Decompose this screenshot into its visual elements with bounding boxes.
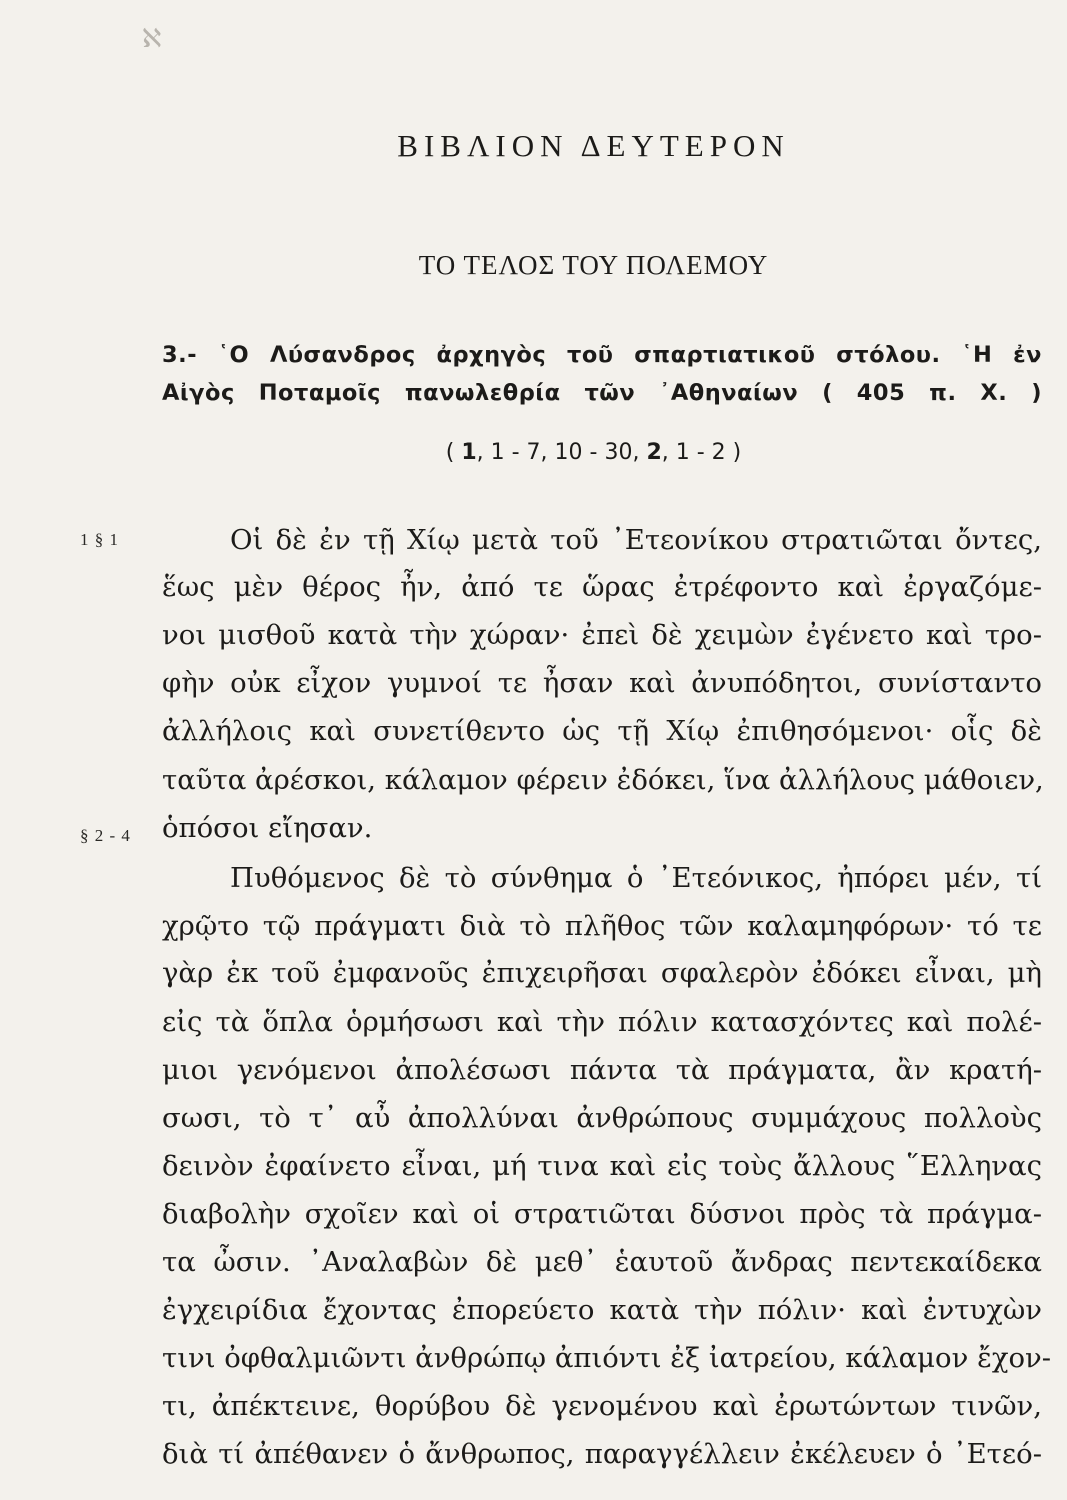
text-line: νοι μισθοῦ κατὰ τὴν χώραν· ἐπεὶ δὲ χειμὼν ἐγένετο καὶ τρο- bbox=[162, 619, 1042, 651]
text-line: διαβολὴν σχοῖεν καὶ οἱ στρατιῶται δύσνοι πρὸς τὰ πράγμα- bbox=[162, 1198, 1042, 1230]
page-corner-mark: ℵ bbox=[142, 24, 162, 54]
reference-open: ( bbox=[445, 440, 462, 465]
text-line: τα ὦσιν. ᾿Αναλαβὼν δὲ μεθ᾿ ἑαυτοῦ ἄνδρας πεντεκαίδεκα bbox=[162, 1246, 1042, 1278]
reference-range-2: , 1 - 2 ) bbox=[661, 440, 742, 465]
text-line: ἐγχειρίδια ἔχοντας ἐπορεύετο κατὰ τὴν πόλιν· καὶ ἐντυχὼν bbox=[162, 1294, 1042, 1326]
text-line: σωσι, τὸ τ᾿ αὖ ἀπολλύναι ἀνθρώπους συμμάχους πολλοὺς bbox=[162, 1102, 1042, 1134]
text-line: ἕως μὲν θέρος ἦν, ἀπό τε ὥρας ἐτρέφοντο καὶ ἐργαζόμε- bbox=[162, 571, 1042, 603]
text-line: ὁπόσοι εἴησαν. bbox=[162, 812, 373, 844]
text-line: Πυθόμενος δὲ τὸ σύνθημα ὁ ᾿Ετεόνικος, ἠπόρει μέν, τί bbox=[230, 862, 1042, 894]
text-line: ἀλλήλοις καὶ συνετίθεντο ὡς τῇ Χίῳ ἐπιθησόμενοι· οἷς δὲ bbox=[162, 715, 1042, 747]
text-line: χρῷτο τῷ πράγματι διὰ τὸ πλῆθος τῶν καλαμηφόρων· τό τε bbox=[162, 910, 1042, 942]
text-line: ταῦτα ἀρέσκοι, κάλαμον φέρειν ἐδόκει, ἵνα ἀλλήλους μάθοιεν, bbox=[162, 764, 1044, 796]
reference-range-1: , 1 - 7, 10 - 30, bbox=[476, 440, 647, 465]
text-line: διὰ τί ἀπέθανεν ὁ ἄνθρωπος, παραγγέλλειν ἐκέλευεν ὁ ᾿Ετεό- bbox=[162, 1438, 1042, 1470]
text-line: μιοι γενόμενοι ἀπολέσωσι πάντα τὰ πράγματα, ἂν κρατή- bbox=[162, 1054, 1042, 1086]
source-reference bbox=[0, 440, 1067, 465]
book-title: ΒΙΒΛΙΟΝ ΔΕΥΤΕΡΟΝ bbox=[397, 128, 790, 163]
chapter-heading-line-1: 3.- ῾Ο Λύσανδρος ἀρχηγὸς τοῦ σπαρτιατικοῦ στόλου. ῾Η ἐν bbox=[162, 342, 1042, 368]
reference-book-1: 1 bbox=[461, 440, 477, 465]
text-line: εἰς τὰ ὅπλα ὁρμήσωσι καὶ τὴν πόλιν κατασχόντες καὶ πολέ- bbox=[162, 1006, 1042, 1038]
chapter-heading-line-2: Αἰγὸς Ποταμοῖς πανωλεθρία τῶν ᾿Αθηναίων ( 405 π. Χ. ) bbox=[162, 380, 1042, 406]
text-line: τι, ἀπέκτεινε, θορύβου δὲ γενομένου καὶ ἐρωτώντων τινῶν, bbox=[162, 1390, 1042, 1422]
text-line: φὴν οὐκ εἶχον γυμνοί τε ἦσαν καὶ ἀνυπόδητοι, συνίσταντο bbox=[162, 667, 1042, 699]
reference-book-2: 2 bbox=[646, 440, 662, 465]
margin-note-section-2: § 2 - 4 bbox=[80, 826, 131, 845]
text-line: γὰρ ἐκ τοῦ ἐμφανοῦς ἐπιχειρῆσαι σφαλερὸν ἐδόκει εἶναι, μὴ bbox=[162, 957, 1042, 989]
part-title: ΤΟ ΤΕΛΟΣ ΤΟΥ ΠΟΛΕΜΟΥ bbox=[418, 250, 769, 280]
text-line: δεινὸν ἐφαίνετο εἶναι, μή τινα καὶ εἰς τοὺς ἄλλους ῞Ελληνας bbox=[162, 1150, 1042, 1182]
text-line: τινι ὀφθαλμιῶντι ἀνθρώπῳ ἀπιόντι ἐξ ἰατρείου, κάλαμον ἔχον- bbox=[162, 1342, 1052, 1374]
chapter-heading bbox=[162, 336, 1042, 412]
text-line: Οἱ δὲ ἐν τῇ Χίῳ μετὰ τοῦ ᾿Ετεονίκου στρατιῶται ὄντες, bbox=[230, 524, 1042, 556]
margin-note-section-1: 1 § 1 bbox=[80, 530, 119, 549]
